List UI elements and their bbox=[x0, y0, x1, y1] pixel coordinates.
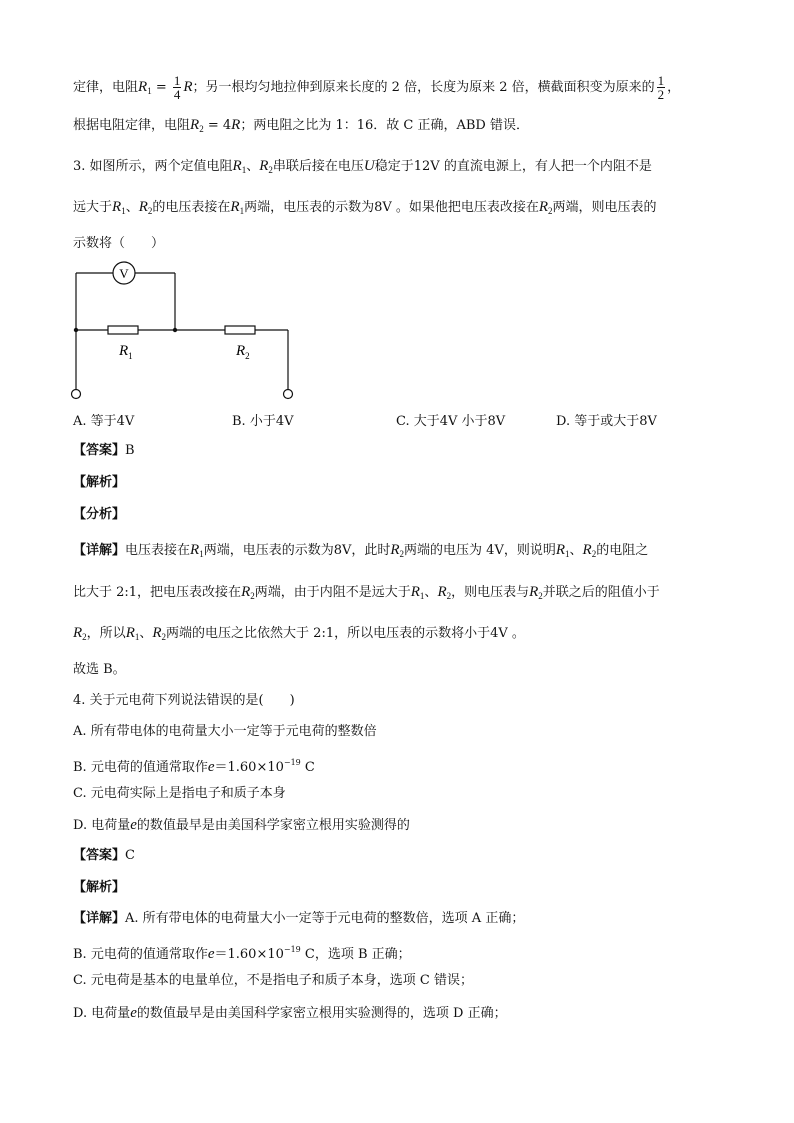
q4-option-b: B. 元电荷的值通常取作$e=1.60\times 10^{-19}$ C bbox=[73, 758, 315, 775]
voltmeter-label: V bbox=[119, 266, 129, 281]
text: ；另一根均匀地拉伸到原来长度的 2 倍，长度为原来 2 倍，横截面积变为原来的 bbox=[192, 80, 655, 95]
option-a: A. 等于4V bbox=[73, 414, 135, 429]
q3-detail-line-2: 比大于 2:1，把电压表改接在$R_2$两端，由于内阻不是远大于$R_1$、$R_2$，则电压表与$R_2$并联之后的阻值小于 bbox=[73, 584, 660, 601]
fraction-one-quarter: $\frac{1}{4}$ bbox=[173, 73, 181, 102]
q4-detail-line-4: D. 电荷量e的数值最早是由美国科学家密立根用实验测得的，选项 D 正确； bbox=[73, 1005, 507, 1021]
terminal bbox=[72, 390, 81, 399]
text: 3. 如图所示，两个定值电阻 bbox=[73, 159, 233, 174]
math-R1: $R_1$ bbox=[112, 199, 126, 216]
text: 远大于 bbox=[73, 200, 113, 215]
math-R: R bbox=[231, 117, 241, 133]
math-R2: $R_2$ bbox=[259, 158, 273, 175]
q4-option-d: D. 电荷量e的数值最早是由美国科学家密立根用实验测得的 bbox=[73, 817, 410, 833]
q3-fenxi-tag: 【分析】 bbox=[73, 507, 126, 522]
math-R2: $R_2$ bbox=[190, 117, 204, 134]
math-U: U bbox=[363, 158, 375, 174]
q3-stem-line-2: 远大于$R_1$、$R_2$的电压表接在$R_1$两端，电压表的示数为8V 。如果他把电压表改接在$R_2$两端，则电压表的 bbox=[73, 199, 657, 216]
q4-detail-line-3: C. 元电荷是基本的电量单位，不是指电子和质子本身，选项 C 错误； bbox=[73, 973, 473, 988]
q4-title: 4. 关于元电荷下列说法错误的是( ) bbox=[73, 693, 295, 708]
text: 定律，电阻 bbox=[73, 80, 139, 95]
q3-answer: 【答案】B bbox=[73, 443, 135, 458]
math-R1: $R_1$ bbox=[138, 79, 152, 96]
option-b: B. 小于4V bbox=[232, 414, 294, 429]
q4-option-a: A. 所有带电体的电荷量大小一定等于元电荷的整数倍 bbox=[73, 724, 377, 739]
q4-option-c: C. 元电荷实际上是指电子和质子本身 bbox=[73, 786, 286, 801]
text: 稳定于12V 的直流电源上，有人把一个内阻不是 bbox=[374, 159, 652, 174]
prev-solution-line-1 bbox=[73, 74, 680, 101]
q4-detail-line-1: 【详解】A. 所有带电体的电荷量大小一定等于元电荷的整数倍，选项 A 正确； bbox=[73, 911, 525, 926]
text: 两端，电压表的示数为8V 。如果他把电压表改接在 bbox=[244, 200, 539, 215]
eq: = bbox=[203, 118, 223, 133]
junction-dot bbox=[74, 328, 78, 332]
prev-solution-line-2 bbox=[73, 116, 529, 138]
math-R2: $R_2$ bbox=[138, 199, 153, 216]
q3-detail-line-1: 【详解】电压表接在$R_1$两端，电压表的示数为8V，此时$R_2$两端的电压为 4V，则说明$R_1$、$R_2$的电阻之 bbox=[73, 542, 649, 559]
junction-dot bbox=[173, 328, 177, 332]
text: 两端，则电压表的 bbox=[552, 200, 657, 215]
resistor-r1 bbox=[108, 326, 138, 334]
math-R1: $R_1$ bbox=[230, 199, 245, 216]
q3-analysis-tag: 【解析】 bbox=[73, 475, 126, 490]
q3-stem-line-3: 示数将（ ） bbox=[73, 236, 165, 251]
circuit-diagram bbox=[65, 255, 305, 405]
option-d: D. 等于或大于8V bbox=[556, 414, 657, 429]
text: 串联后接在电压 bbox=[272, 159, 364, 174]
fraction-one-half: $\frac{1}{2}$ bbox=[657, 73, 665, 102]
q4-analysis-tag: 【解析】 bbox=[73, 880, 126, 895]
q4-answer: 【答案】C bbox=[73, 848, 135, 863]
r1-label: $R_1$ bbox=[119, 343, 133, 361]
math-R2: $R_2$ bbox=[538, 199, 553, 216]
q3-stem-line-1: 3. 如图所示，两个定值电阻$R_1$、$R_2$串联后接在电压U稳定于12V 的直流电源上，有人把一个内阻不是 bbox=[73, 158, 652, 175]
eq: = bbox=[151, 80, 171, 95]
q3-conclusion: 故选 B。 bbox=[73, 662, 126, 677]
text: ；两电阻之比为 1：16．故 C 正确，ABD 错误． bbox=[240, 118, 529, 133]
math-R: R bbox=[183, 79, 193, 95]
text: 根据电阻定律，电阻 bbox=[73, 118, 191, 133]
four: 4 bbox=[222, 118, 232, 133]
resistor-r2 bbox=[225, 326, 255, 334]
text: 的电压表接在 bbox=[152, 200, 231, 215]
option-c: C. 大于4V 小于8V bbox=[396, 414, 506, 429]
q3-detail-line-3: $R_2$，所以$R_1$、$R_2$两端的电压之比依然大于 2:1，所以电压表的示数将小于4V 。 bbox=[73, 625, 525, 642]
terminal bbox=[284, 390, 293, 399]
text: ， bbox=[667, 80, 681, 95]
math-R1: $R_1$ bbox=[232, 158, 247, 175]
q4-detail-line-2: B. 元电荷的值通常取作$e=1.60\times 10^{-19}$ C，选项 B 正确； bbox=[73, 945, 411, 962]
r2-label: $R_2$ bbox=[236, 343, 250, 361]
